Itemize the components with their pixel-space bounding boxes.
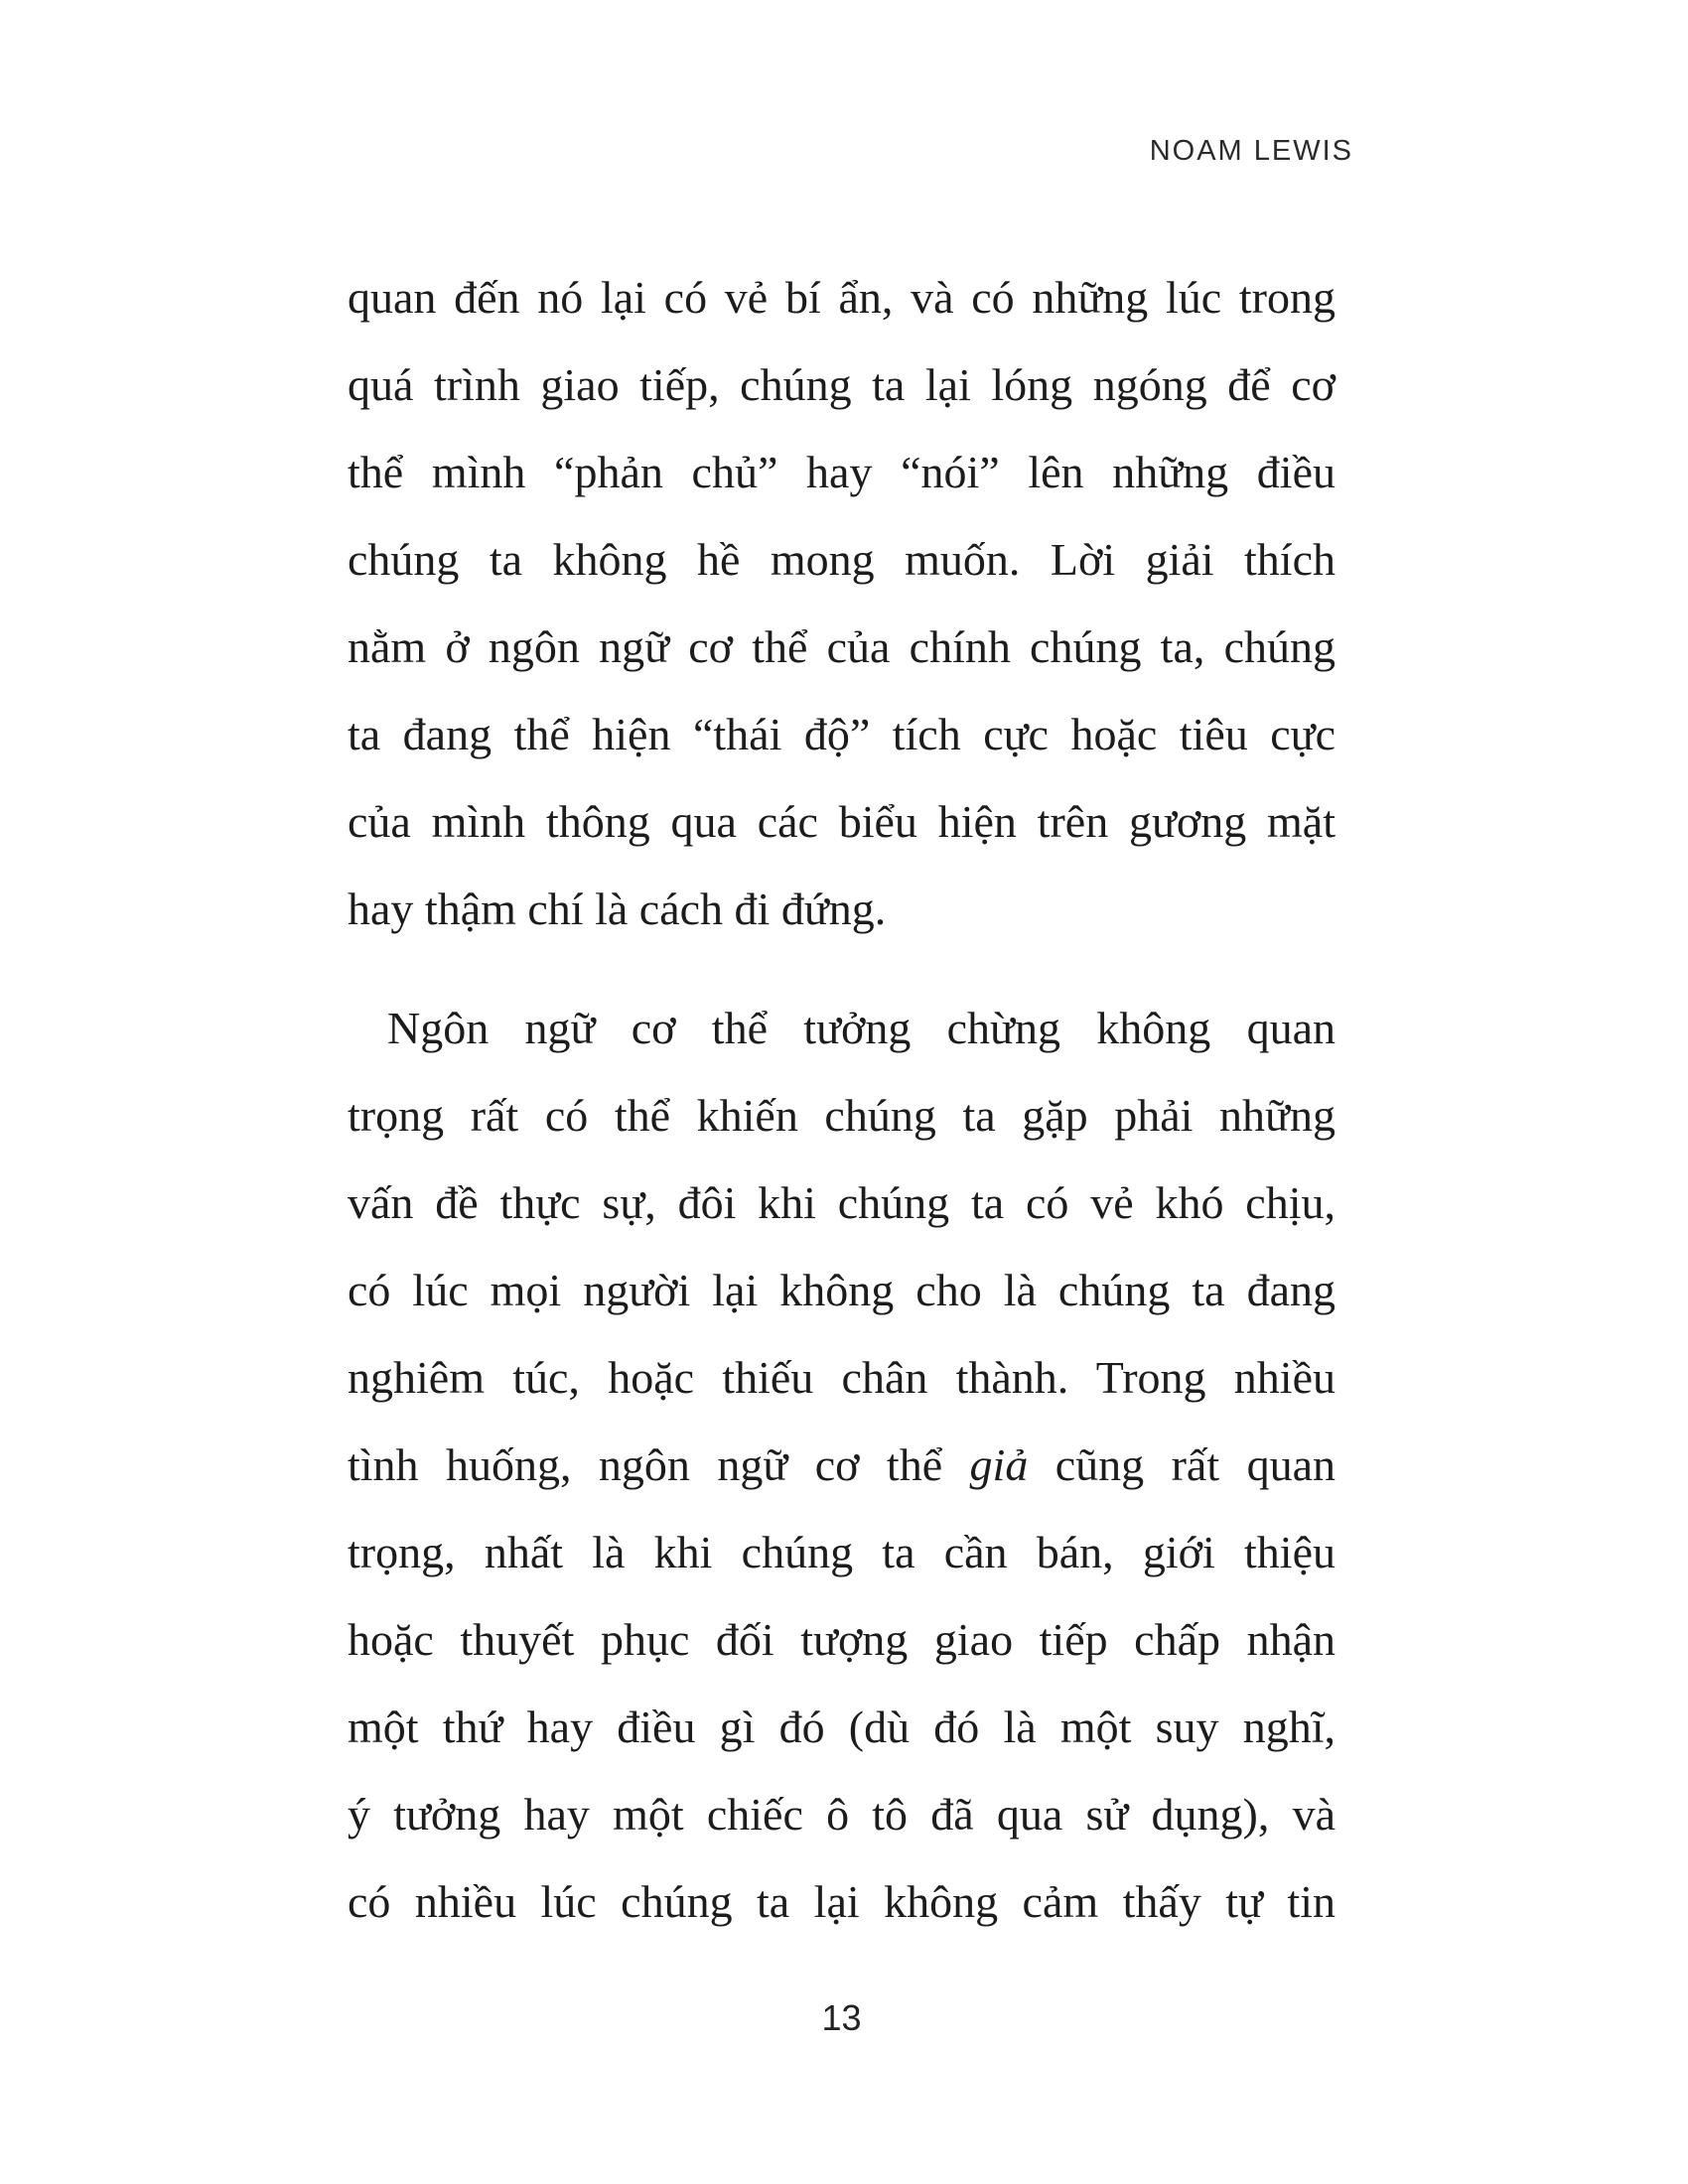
text-line-with-italic [348, 1422, 1336, 1509]
text-line: ta đang thể hiện “thái độ” tích cực hoặc tiêu cực [348, 709, 1336, 759]
text-line: trọng, nhất là khi chúng ta cần bán, giới thiệu [348, 1527, 1336, 1577]
running-header-author: NOAM LEWIS [1149, 135, 1353, 167]
text-line: vấn đề thực sự, đôi khi chúng ta có vẻ khó chịu, [348, 1177, 1336, 1228]
text-line: ý tưởng hay một chiếc ô tô đã qua sử dụng), và [348, 1789, 1336, 1840]
paragraph-1 [348, 254, 1336, 953]
text-line: có nhiều lúc chúng ta lại không cảm thấy tự tin [348, 1876, 1336, 1927]
text-line: một thứ hay điều gì đó (dù đó là một suy nghĩ, [348, 1702, 1336, 1752]
text-line: nghiêm túc, hoặc thiếu chân thành. Trong nhiều [348, 1352, 1336, 1403]
text-line: Ngôn ngữ cơ thể tưởng chừng không quan [387, 1003, 1336, 1053]
text-line: quan đến nó lại có vẻ bí ẩn, và có những lúc trong [348, 272, 1336, 323]
text-line: quá trình giao tiếp, chúng ta lại lóng ngóng để cơ [348, 359, 1336, 410]
text-line: hay thậm chí là cách đi đứng. [348, 884, 887, 934]
text-segment: cũng rất quan [1028, 1439, 1336, 1490]
text-line: nằm ở ngôn ngữ cơ thể của chính chúng ta, chúng [348, 621, 1336, 672]
text-line: của mình thông qua các biểu hiện trên gương mặt [348, 796, 1336, 847]
italic-word: giả [969, 1439, 1029, 1490]
body-text [348, 254, 1336, 1946]
text-line: trọng rất có thể khiến chúng ta gặp phải những [348, 1090, 1336, 1141]
text-line: có lúc mọi người lại không cho là chúng ta đang [348, 1265, 1336, 1315]
page-number: 13 [821, 1997, 862, 2038]
text-line: hoặc thuyết phục đối tượng giao tiếp chấp nhận [348, 1614, 1336, 1665]
text-segment: tình huống, ngôn ngữ cơ thể [348, 1439, 970, 1490]
text-line: chúng ta không hề mong muốn. Lời giải thích [348, 534, 1336, 585]
text-line: thể mình “phản chủ” hay “nói” lên những điều [348, 447, 1336, 497]
paragraph-2 [348, 985, 1336, 1946]
